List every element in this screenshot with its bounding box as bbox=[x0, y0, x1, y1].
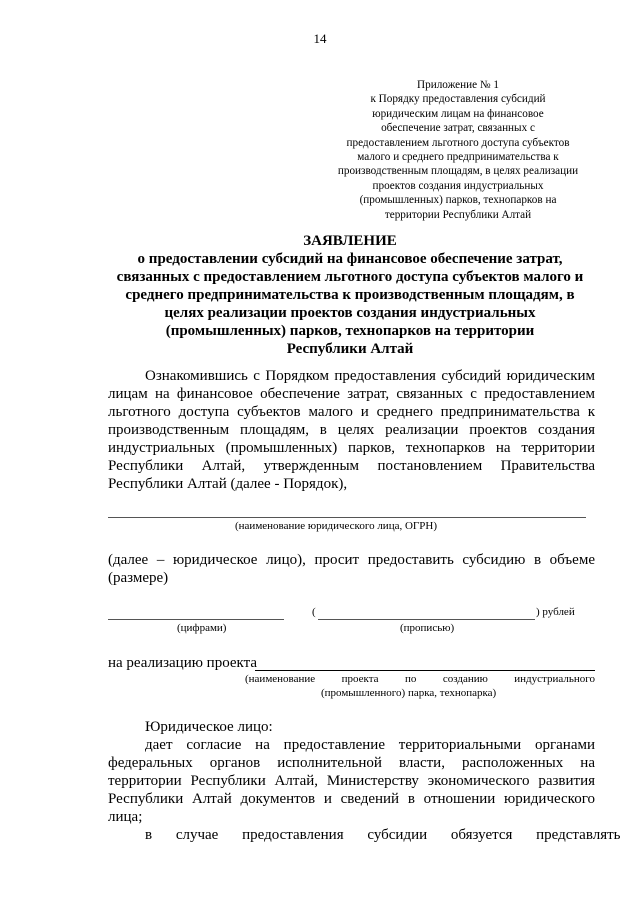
paragraph-line: Республики Алтай документов и сведений в отношении юридического bbox=[108, 791, 595, 807]
paragraph-line: индустриальных (промышленных) парков, технопарков на территории bbox=[108, 440, 595, 456]
legal-entity-input-line[interactable] bbox=[108, 517, 586, 518]
amount-open-paren: ( bbox=[312, 606, 316, 618]
amount-digits-caption: (цифрами) bbox=[177, 622, 227, 634]
appendix-line: территории Республики Алтай bbox=[384, 208, 532, 221]
appendix-line: предоставлением льготного доступа субъектов bbox=[346, 136, 570, 149]
paragraph-line: федеральных органов исполнительной власти, расположенных на bbox=[108, 755, 595, 771]
title-line: о предоставлении субсидий на финансовое обеспечение затрат, bbox=[137, 251, 563, 267]
paragraph-line: (далее – юридическое лицо), просит предоставить субсидию в объеме bbox=[108, 552, 595, 568]
amount-words-caption: (прописью) bbox=[400, 622, 455, 634]
project-label: на реализацию проекта bbox=[108, 655, 258, 671]
appendix-line: Приложение № 1 bbox=[417, 79, 499, 91]
appendix-line: производственным площадям, в целях реализации bbox=[337, 165, 579, 178]
amount-digits-input-line[interactable] bbox=[108, 619, 284, 620]
project-caption-line2: (промышленного) парка, технопарка) bbox=[321, 687, 497, 699]
entity-heading: Юридическое лицо: bbox=[145, 719, 273, 735]
title-line: (промышленных) парков, технопарков на территории bbox=[165, 323, 535, 339]
consent-paragraph bbox=[108, 736, 595, 826]
paragraph-line: производственным площадям, в целях реализации проектов создания bbox=[108, 422, 595, 438]
paragraph-line: лица; bbox=[108, 809, 143, 825]
title-heading: ЗАЯВЛЕНИЕ bbox=[303, 233, 397, 249]
amount-words-input-line[interactable] bbox=[318, 619, 535, 620]
appendix-line: к Порядку предоставления субсидий bbox=[370, 93, 546, 106]
obligation-paragraph bbox=[108, 826, 621, 844]
paragraph-line: территории Республики Алтай, Министерству экономического развития bbox=[108, 773, 595, 789]
project-caption-line1 bbox=[245, 673, 595, 686]
paragraph-line: Республики Алтай, утвержденным постановлением Правительства bbox=[108, 458, 595, 474]
caption-word: индустриального bbox=[514, 673, 595, 685]
legal-entity-caption: (наименование юридического лица, ОГРН) bbox=[235, 520, 437, 532]
title-line: Республики Алтай bbox=[286, 341, 414, 357]
caption-word: созданию bbox=[442, 673, 488, 685]
title-line: связанных с предоставлением льготного доступа субъектов малого и bbox=[116, 269, 584, 285]
appendix-line: проектов создания индустриальных bbox=[372, 179, 544, 192]
appendix-line: малого и среднего предпринимательства к bbox=[357, 151, 559, 164]
appendix-line: (промышленных) парков, технопарков на bbox=[359, 194, 557, 207]
title-line: целях реализации проектов создания индустриальных bbox=[164, 305, 536, 321]
caption-word: (наименование bbox=[245, 673, 316, 685]
caption-word: по bbox=[404, 673, 417, 685]
paragraph-line: лицам на финансовое обеспечение затрат, связанных с предоставлением bbox=[108, 386, 595, 402]
paragraph-line: в случае предоставления субсидии обязуется представлять bbox=[145, 827, 621, 843]
appendix-line: обеспечение затрат, связанных с bbox=[381, 122, 535, 135]
page-number: 14 bbox=[313, 31, 327, 46]
amount-currency-suffix: ) рублей bbox=[536, 606, 575, 618]
document-title bbox=[100, 232, 600, 358]
paragraph-line: Республики Алтай (далее - Порядок), bbox=[108, 476, 348, 492]
paragraph-line: льготного доступа субъектов малого и среднего предпринимательства к bbox=[108, 404, 595, 420]
paragraph-line: дает согласие на предоставление территориальными органами bbox=[145, 737, 595, 753]
intro-paragraph bbox=[108, 367, 595, 493]
title-line: среднего предпринимательства к производственным площадям, в bbox=[125, 287, 575, 303]
project-name-input-line[interactable] bbox=[255, 670, 595, 671]
appendix-line: юридическим лицам на финансовое bbox=[372, 107, 544, 120]
caption-word: проекта bbox=[341, 673, 379, 685]
appendix-header bbox=[322, 78, 594, 222]
request-paragraph bbox=[108, 551, 595, 587]
paragraph-line: (размере) bbox=[108, 570, 169, 586]
paragraph-line: Ознакомившись с Порядком предоставления субсидий юридическим bbox=[145, 368, 595, 384]
